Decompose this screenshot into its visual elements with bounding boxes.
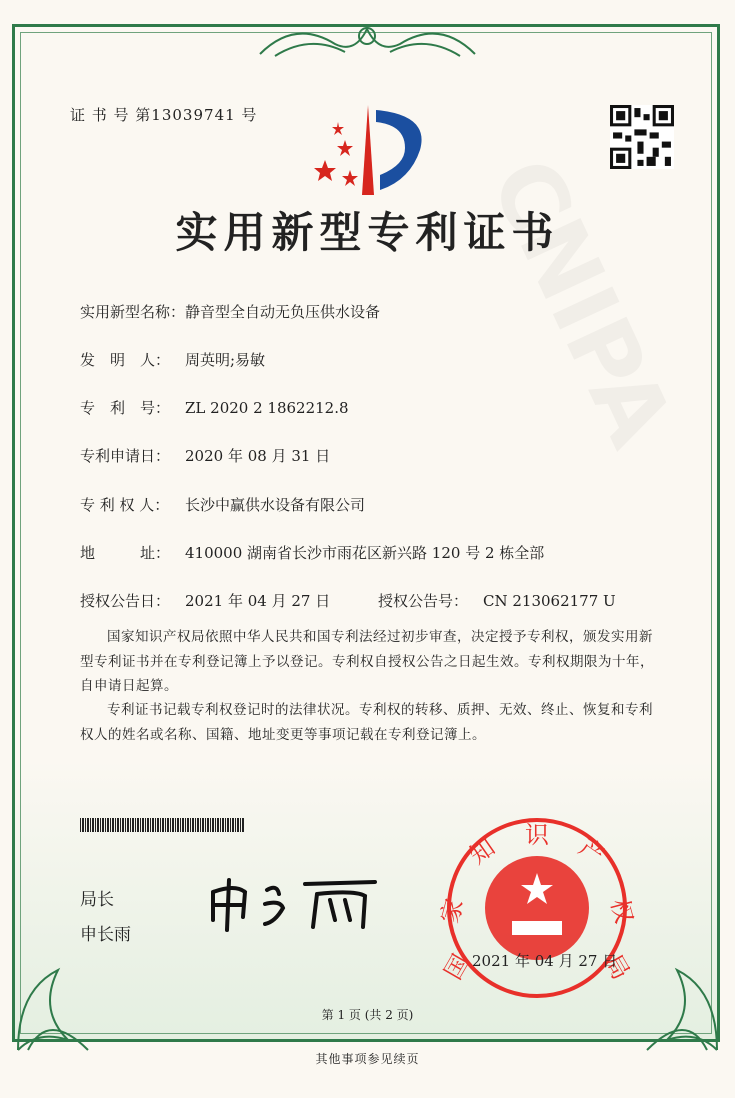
field-value: 2020 年 08 月 31 日 xyxy=(185,447,331,465)
certificate-number: 证 书 号 第13039741 号 xyxy=(70,106,258,124)
field-patent-number xyxy=(80,397,349,418)
qr-code xyxy=(610,105,674,169)
field-value: 周英明;易敏 xyxy=(185,351,266,369)
svg-text:国: 国 xyxy=(438,949,476,985)
corner-ornament-right xyxy=(637,950,727,1060)
signature xyxy=(205,872,385,932)
field-label: 发 明 人： xyxy=(80,351,171,369)
svg-text:家: 家 xyxy=(435,895,469,927)
seal-date: 2021 年 04 月 27 日 xyxy=(472,952,618,970)
cnipa-logo xyxy=(310,100,435,200)
svg-text:知: 知 xyxy=(464,833,501,870)
field-label: 授权公告日： xyxy=(80,592,171,610)
svg-text:产: 产 xyxy=(573,833,610,870)
paragraph-grant-statement: 国家知识产权局依照中华人民共和国专利法经过初步审查，决定授予专利权，颁发实用新型专利证书并在专利登记簿上予以登记。专利权自授权公告之日起生效。专利权期限为十年，自申请日起算。 xyxy=(80,629,654,694)
field-value: 2021 年 04 月 27 日 xyxy=(185,592,331,610)
official-seal xyxy=(435,813,639,1003)
corner-ornament-left xyxy=(8,950,98,1060)
field-value: 410000 湖南省长沙市雨花区新兴路 120 号 2 栋全部 xyxy=(185,544,545,562)
field-label: 专 利 号： xyxy=(80,399,171,417)
svg-text:权: 权 xyxy=(605,895,639,927)
field-application-date xyxy=(80,445,330,466)
page-title: 实用新型专利证书 xyxy=(175,208,560,257)
field-value: CN 213062177 U xyxy=(483,592,616,610)
field-label: 专 利 权 人： xyxy=(80,496,170,514)
field-value: 静音型全自动无负压供水设备 xyxy=(185,303,381,321)
barcode xyxy=(80,818,245,832)
continued-note: 其他事项参见续页 xyxy=(315,1052,420,1066)
field-grant-pub-number xyxy=(378,590,616,611)
paragraph-legal-status: 专利证书记载专利权登记时的法律状况。专利权的转移、质押、无效、终止、恢复和专利权人的姓名或名称、国籍、地址变更等事项记载在专利登记簿上。 xyxy=(80,702,653,743)
svg-text:局: 局 xyxy=(598,949,636,985)
svg-text:识: 识 xyxy=(525,821,549,849)
field-value: ZL 2020 2 1862212.8 xyxy=(185,399,349,417)
top-ornament xyxy=(255,14,480,64)
field-patentee xyxy=(80,494,365,515)
page-number: 第 1 页 (共 2 页) xyxy=(321,1008,414,1022)
field-grant-date xyxy=(80,590,330,611)
director-name: 申长雨 xyxy=(80,925,131,945)
field-label: 地 址： xyxy=(80,544,171,562)
field-utility-model-name xyxy=(80,301,380,322)
field-address xyxy=(80,542,544,563)
director-title: 局长 xyxy=(80,890,114,910)
field-label: 授权公告号： xyxy=(378,592,469,610)
field-inventors xyxy=(80,349,265,370)
field-value: 长沙中赢供水设备有限公司 xyxy=(185,496,366,514)
field-label: 专利申请日： xyxy=(80,447,171,465)
field-label: 实用新型名称： xyxy=(80,303,186,321)
